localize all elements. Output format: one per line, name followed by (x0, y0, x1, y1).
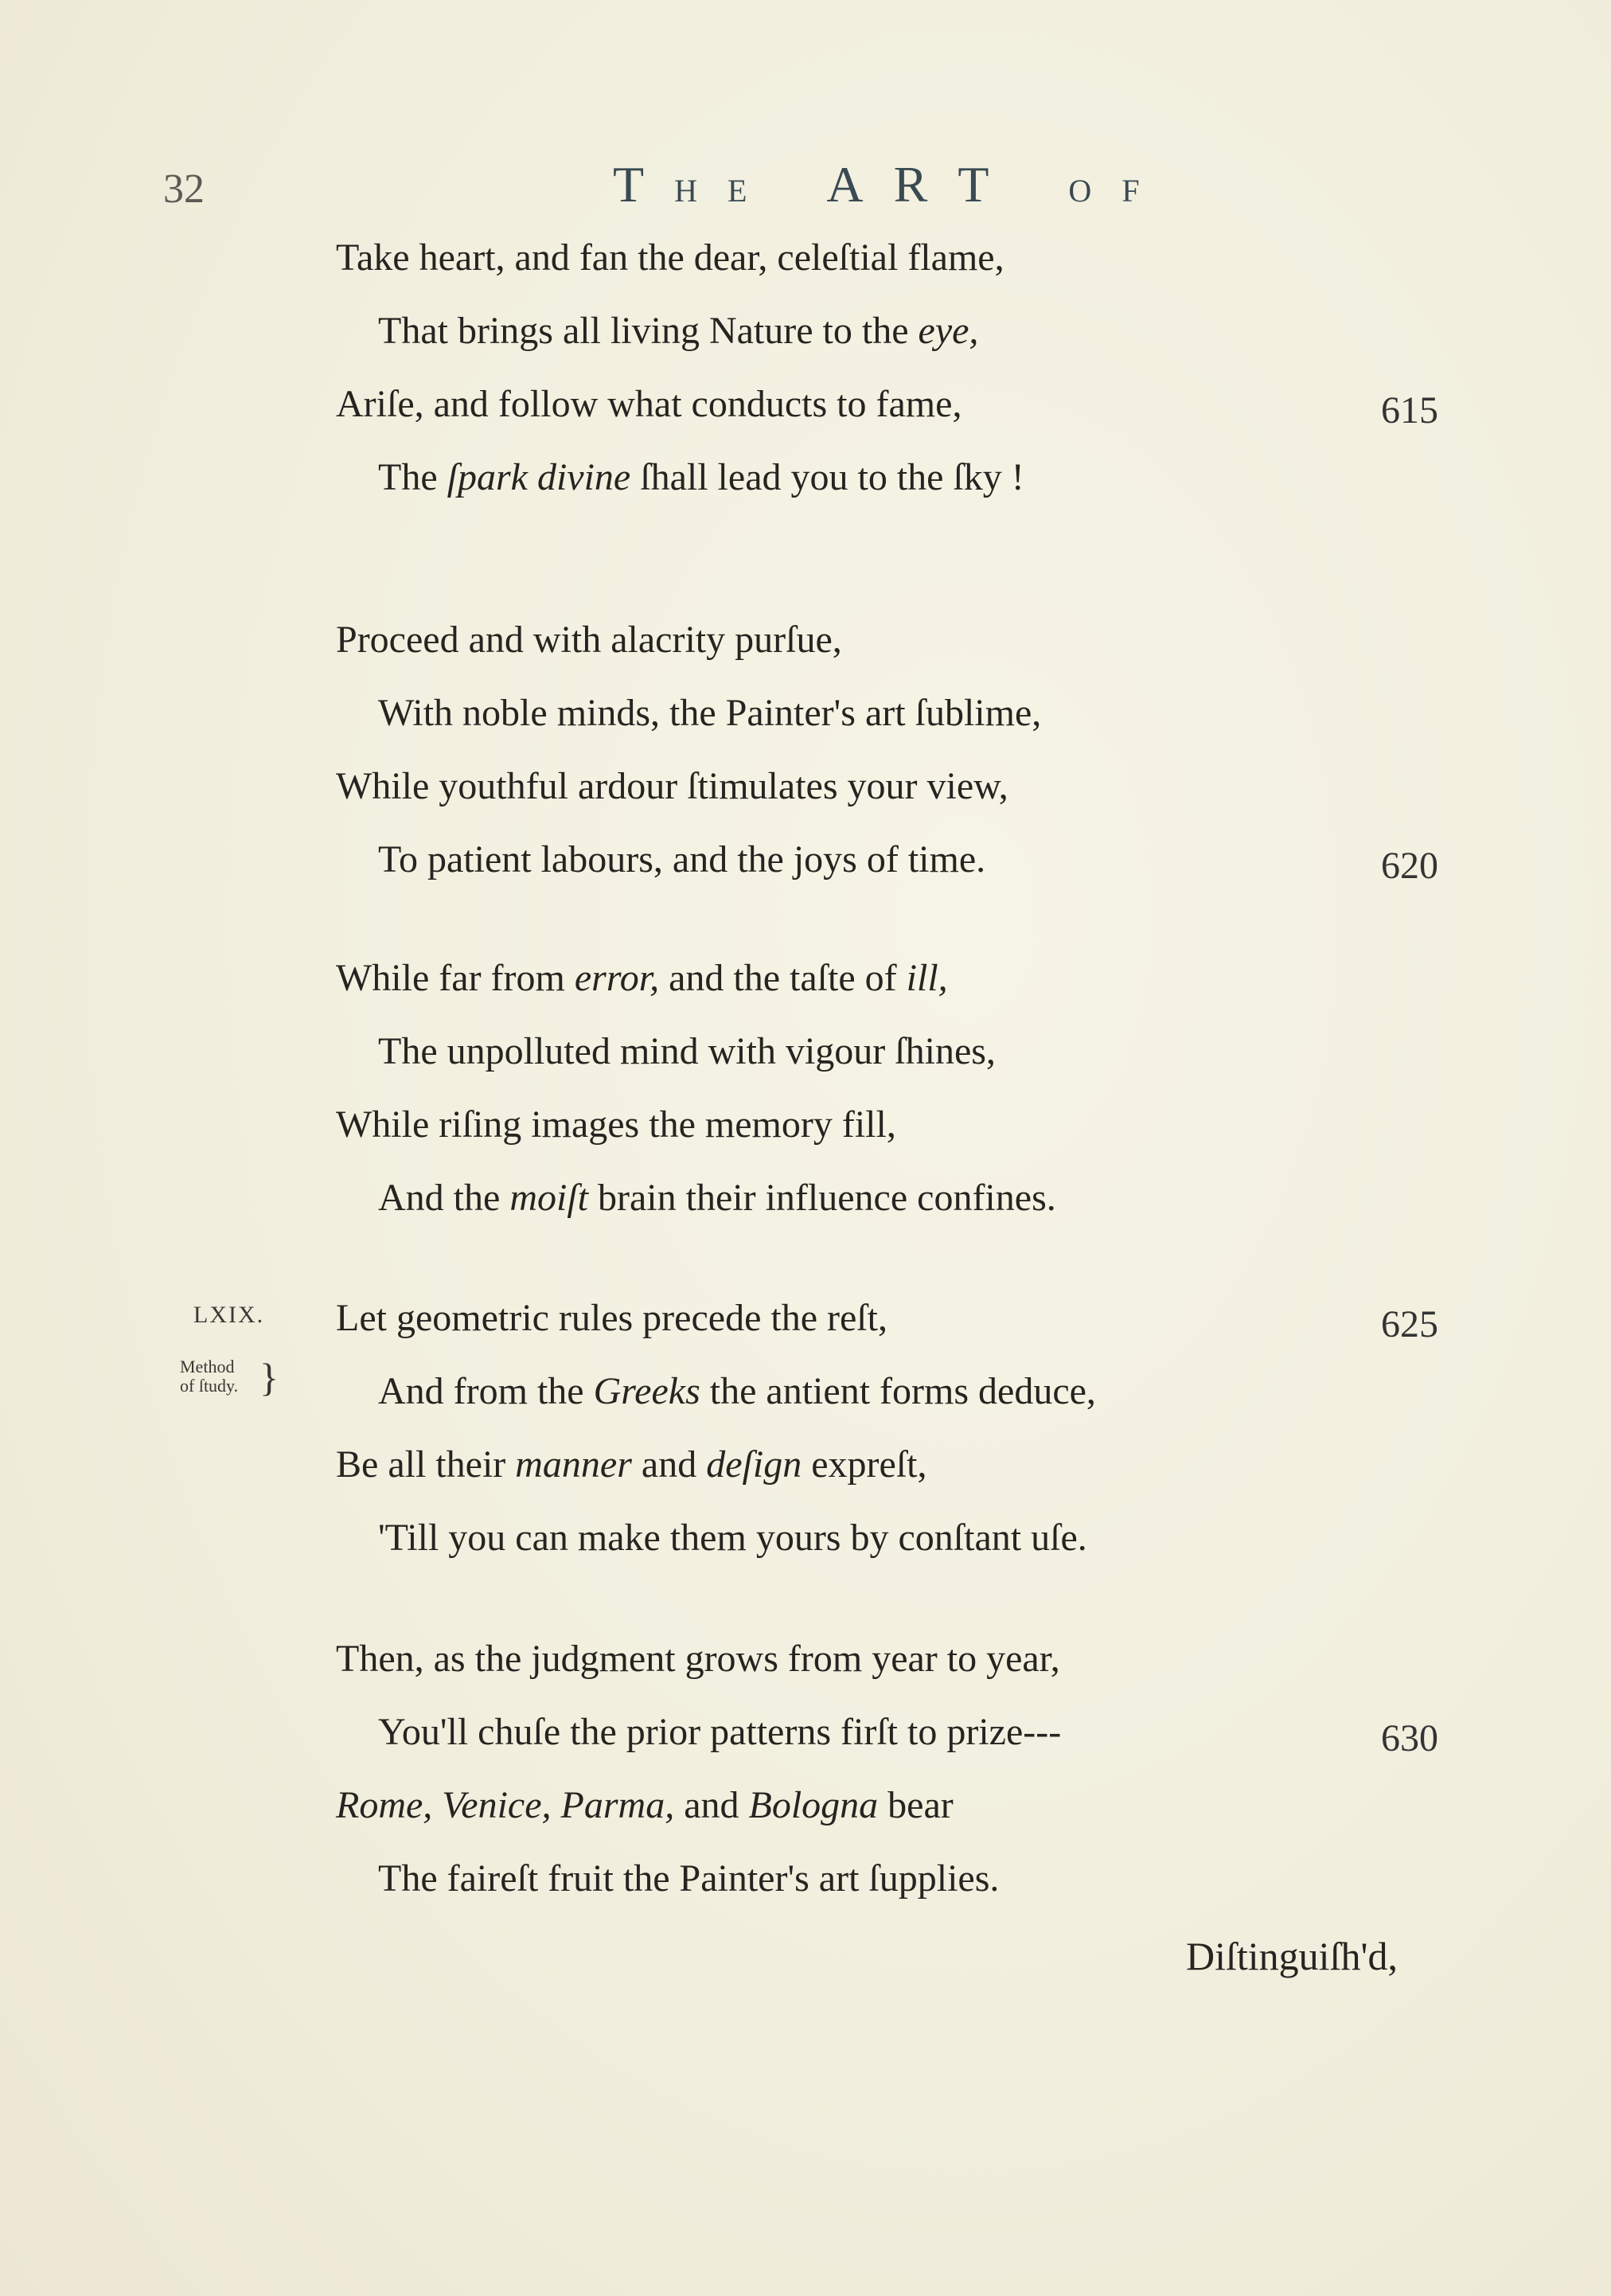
verse-text: And from the (378, 1370, 594, 1412)
line-number: 625 (1381, 1303, 1438, 1345)
margin-note (180, 1355, 279, 1400)
verse-line (378, 1179, 1056, 1217)
line-number: 630 (1381, 1717, 1438, 1759)
verse-text: and the taſte of (659, 957, 907, 999)
running-head-the: T H E (613, 156, 751, 213)
verse-italic-text: moiſt (509, 1177, 588, 1219)
verse-text: and (631, 1443, 707, 1486)
verse-line (378, 1030, 996, 1072)
margin-section-number: LXIX. (193, 1302, 265, 1328)
verse-text: The (378, 456, 447, 498)
verse-text: That brings all living Nature to the (378, 310, 919, 352)
verse-line (336, 1443, 927, 1486)
verse-line (378, 1519, 1087, 1557)
verse-line (336, 1299, 887, 1337)
verse-italic-text: manner (515, 1443, 632, 1486)
verse-text: expreſt, (802, 1443, 927, 1486)
line-number: 620 (1381, 845, 1438, 887)
verse-text: Take heart, and fan the dear, celeſtial flame, (336, 236, 1004, 279)
verse-text: bear (878, 1784, 954, 1826)
verse-italic-text: error, (574, 957, 660, 999)
verse-line (336, 621, 842, 659)
verse-line (378, 312, 978, 350)
verse-text: And the (378, 1177, 510, 1219)
verse-text: With noble minds, the Painter's art ſublime, (378, 692, 1042, 734)
verse-line (336, 959, 948, 998)
verse-text: the antient forms deduce, (700, 1370, 1096, 1412)
verse-italic-text: ill, (906, 957, 948, 999)
verse-text: While riſing images the memory fill, (336, 1103, 896, 1146)
verse-line (378, 456, 1024, 498)
running-head-art: A R T (826, 156, 993, 213)
verse-text: Proceed and with alacrity purſue, (336, 619, 842, 661)
margin-brace: } (259, 1355, 279, 1400)
verse-line (336, 236, 1004, 279)
running-head (613, 155, 1170, 214)
verse-text: While youthful ardour ſtimulates your view, (336, 765, 1008, 807)
verse-line (378, 694, 1041, 732)
verse-italic-text: eye, (918, 310, 979, 352)
verse-text: brain their influence confines. (587, 1177, 1056, 1219)
verse-italic-text: Greeks (593, 1370, 700, 1412)
verse-text: Ariſe, and follow what conducts to fame, (336, 383, 962, 425)
line-number: 615 (1381, 389, 1438, 431)
verse-text: Be all their (336, 1443, 516, 1486)
catchword: Diſtinguiſh'd, (1186, 1934, 1398, 1978)
verse-italic-text: ſpark divine (447, 456, 631, 498)
verse-line (336, 767, 1008, 806)
verse-italic-text: Rome, Venice, Parma, (336, 1784, 675, 1826)
verse-line (336, 1103, 896, 1146)
page-number: 32 (163, 166, 205, 212)
verse-text: and (674, 1784, 749, 1826)
verse-line (378, 1857, 1000, 1900)
verse-line (336, 1786, 954, 1825)
verse-text: 'Till you can make them yours by conſtant uſe. (378, 1517, 1087, 1559)
verse-italic-text: deſign (706, 1443, 802, 1486)
verse-text: To patient labours, and the joys of time. (378, 838, 986, 881)
verse-text: Let geometric rules precede the reſt, (336, 1297, 887, 1339)
verse-text: You'll chuſe the prior patterns firſt to prize--- (378, 1711, 1062, 1753)
verse-line (378, 1370, 1096, 1412)
verse-text: Then, as the judgment grows from year to year, (336, 1638, 1060, 1680)
verse-line (336, 385, 962, 424)
verse-text: ſhall lead you to the ſky ! (630, 456, 1024, 498)
margin-note-line-2: of ſtudy. (180, 1376, 239, 1396)
margin-note-line-1: Method (180, 1357, 235, 1376)
verse-text: While far from (336, 957, 575, 999)
verse-line (378, 1713, 1061, 1751)
verse-line (336, 1640, 1060, 1678)
running-head-of: O F (1068, 173, 1143, 209)
verse-text: The unpolluted mind with vigour ſhines, (378, 1030, 996, 1072)
verse-text: The faireſt fruit the Painter's art ſupplies. (378, 1857, 1000, 1900)
verse-italic-text: Bologna (748, 1784, 879, 1826)
verse-line (378, 838, 986, 881)
